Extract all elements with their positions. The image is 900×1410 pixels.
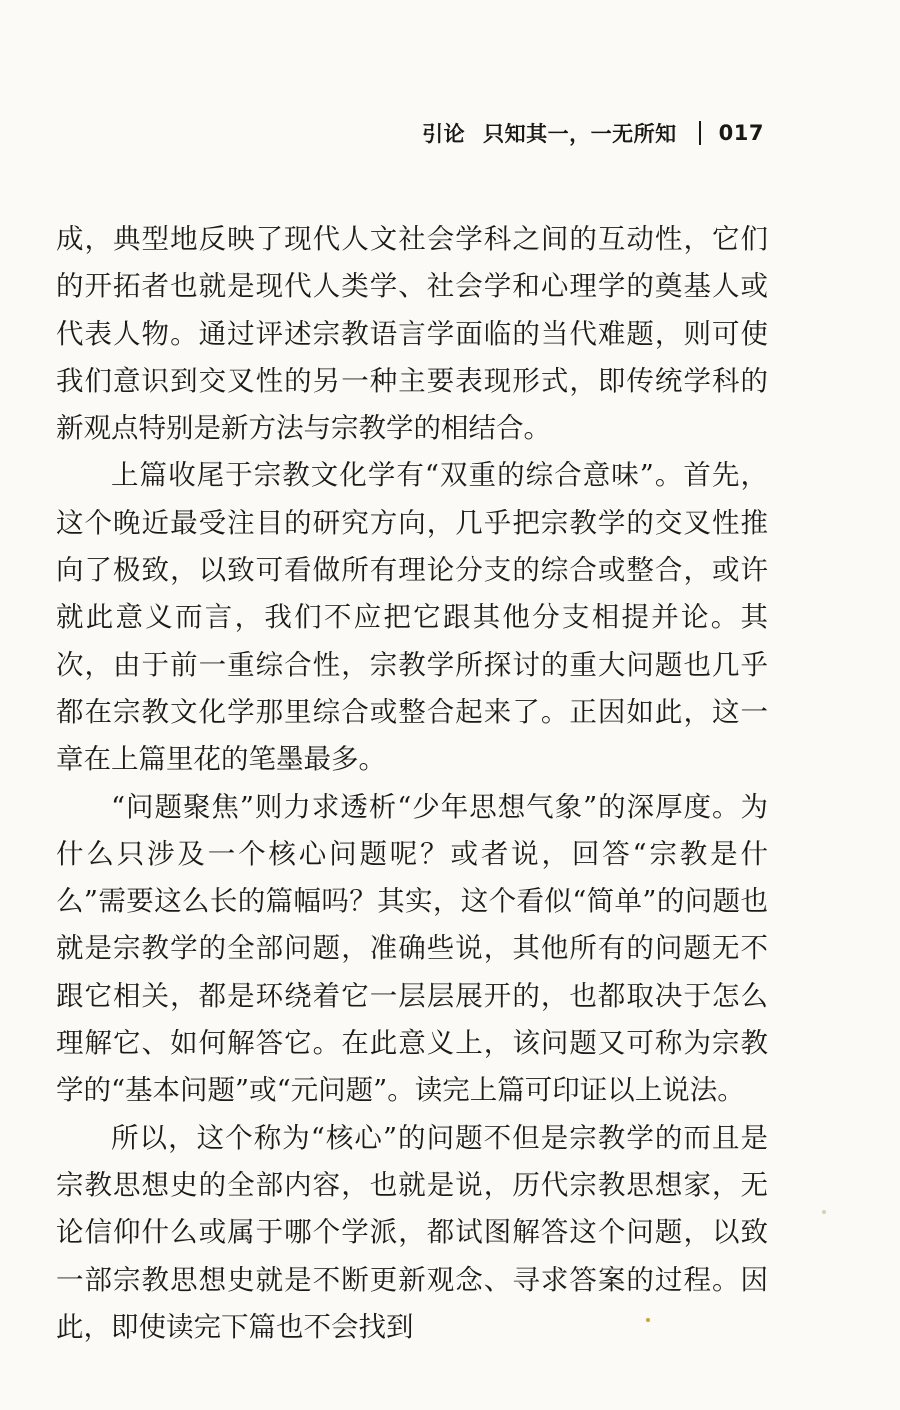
ink-speck bbox=[822, 1210, 826, 1214]
running-header bbox=[422, 118, 764, 148]
paragraph: 所以，这个称为“核心”的问题不但是宗教学的而且是宗教思想史的全部内容，也就是说，历代宗教思想家，无论信仰什么或属于哪个学派，都试图解答这个问题，以致一部宗教思想史就是不断更新观念、寻求答案的过程。因此，即使读完下篇也不会找到 bbox=[56, 1121, 768, 1343]
body-text bbox=[56, 216, 768, 1351]
paragraph: 上篇收尾于宗教文化学有“双重的综合意味”。首先，这个晚近最受注目的研究方向，几乎把宗教学的交叉性推向了极致，以致可看做所有理论分支的综合或整合，或许就此意义而言，我们不应把它跟其他分支相提并论。其次，由于前一重综合性，宗教学所探讨的重大问题也几乎都在宗教文化学那里综合或整合起来了。正因如此，这一章在上篇里花的笔墨最多。 bbox=[56, 459, 768, 776]
chapter-label: 引论 bbox=[422, 122, 466, 146]
header-divider bbox=[699, 121, 701, 145]
paragraph: “问题聚焦”则力求透析“少年思想气象”的深厚度。为什么只涉及一个核心问题呢？或者说，回答“宗教是什么”需要这么长的篇幅吗？其实，这个看似“简单”的问题也就是宗教学的全部问题，准确些说，其他所有的问题无不跟它相关，都是环绕着它一层层展开的，也都取决于怎么理解它、如何解答它。在此意义上，该问题又可称为宗教学的“基本问题”或“元问题”。读完上篇可印证以上说法。 bbox=[56, 790, 768, 1107]
page-number: 017 bbox=[718, 121, 764, 145]
paragraph: 成，典型地反映了现代人文社会学科之间的互动性，它们的开拓者也就是现代人类学、社会学和心理学的奠基人或代表人物。通过评述宗教语言学面临的当代难题，则可使我们意识到交叉性的另一种主要表现形式，即传统学科的新观点特别是新方法与宗教学的相结合。 bbox=[56, 223, 768, 445]
ink-speck bbox=[646, 1318, 650, 1322]
chapter-title: 只知其一，一无所知 bbox=[483, 122, 677, 146]
